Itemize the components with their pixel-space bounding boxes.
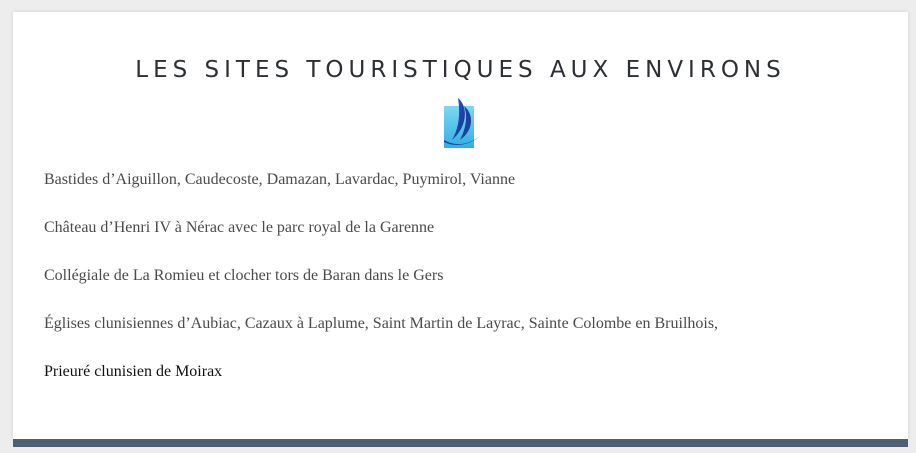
sites-list [44,170,718,410]
list-item: Château d’Henri IV à Nérac avec le parc royal de la Garenne [44,219,435,236]
sailboat-logo-icon [438,96,482,152]
sites-card [13,12,908,439]
footer-bar [13,439,908,447]
section-title: LES SITES TOURISTIQUES AUX ENVIRONS [135,57,786,83]
list-item: Bastides d’Aiguillon, Caudecoste, Damazan, Lavardac, Puymirol, Vianne [44,171,516,188]
list-item: Églises clunisiennes d’Aubiac, Cazaux à Laplume, Saint Martin de Layrac, Sainte Colombe en Bruilhois, [44,315,719,332]
list-item: Collégiale de La Romieu et clocher tors de Baran dans le Gers [44,267,444,284]
list-item: Prieuré clunisien de Moirax [44,363,223,380]
